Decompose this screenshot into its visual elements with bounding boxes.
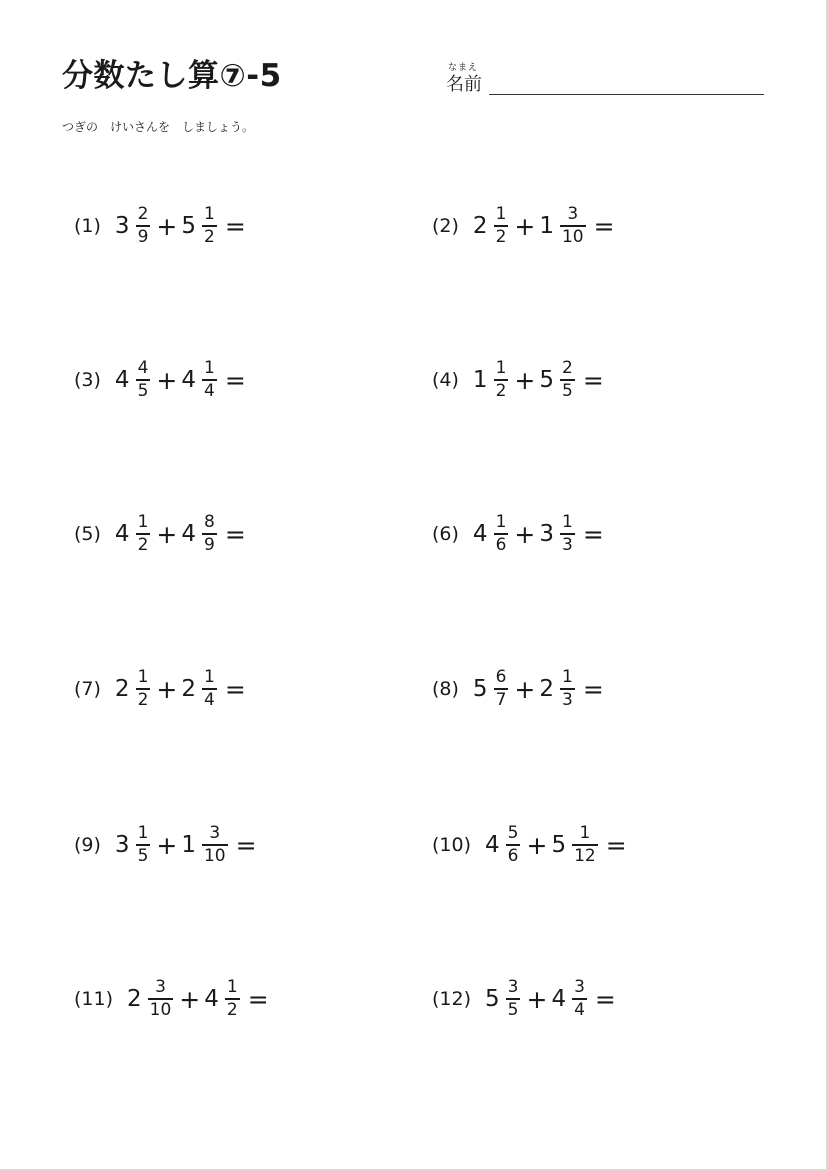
plus-sign: + <box>156 519 178 549</box>
whole-number: 1 <box>472 367 488 393</box>
fraction-numerator: 3 <box>574 977 585 998</box>
fraction-numerator: 2 <box>137 204 149 225</box>
fraction <box>572 825 598 865</box>
fraction-denominator: 3 <box>561 689 573 710</box>
whole-number: 2 <box>472 213 488 239</box>
fraction-denominator: 7 <box>495 689 507 710</box>
fraction <box>560 669 575 709</box>
fraction <box>202 669 217 709</box>
fraction-denominator: 2 <box>203 226 215 247</box>
fraction-denominator: 6 <box>507 845 519 866</box>
plus-sign: + <box>156 830 178 860</box>
whole-number: 3 <box>114 832 130 858</box>
problem-9 <box>74 815 257 875</box>
equals-sign: = <box>235 830 257 860</box>
equals-sign: = <box>594 984 616 1014</box>
fraction <box>572 979 587 1019</box>
fraction-numerator: 4 <box>137 358 149 379</box>
problem-number: (8) <box>432 678 459 700</box>
fraction-denominator: 5 <box>561 380 573 401</box>
whole-number: 5 <box>472 676 488 702</box>
fraction <box>225 979 240 1019</box>
name-label: 名前 <box>446 74 482 95</box>
fraction-denominator: 9 <box>137 226 149 247</box>
name-write-line[interactable] <box>489 94 764 95</box>
plus-sign: + <box>156 211 178 241</box>
problem-3 <box>74 350 246 410</box>
problem-7 <box>74 659 246 719</box>
whole-number: 5 <box>539 367 554 393</box>
fraction-denominator: 2 <box>137 534 149 555</box>
problem-6 <box>432 504 604 564</box>
fraction <box>506 825 521 865</box>
whole-number: 5 <box>551 832 567 858</box>
fraction-numerator: 2 <box>561 358 573 379</box>
problem-number: (12) <box>432 988 472 1010</box>
whole-number: 2 <box>127 986 142 1012</box>
fraction-denominator: 3 <box>561 534 573 555</box>
problem-1 <box>74 196 246 256</box>
fraction <box>506 979 521 1019</box>
fraction-denominator: 2 <box>226 999 238 1020</box>
fraction-numerator: 1 <box>203 204 215 225</box>
problem-number: (11) <box>74 988 114 1010</box>
problem-number: (4) <box>432 369 459 391</box>
fraction <box>494 514 509 554</box>
plus-sign: + <box>179 984 201 1014</box>
fraction-denominator: 2 <box>495 380 507 401</box>
fraction-numerator: 1 <box>495 204 507 225</box>
fraction <box>560 206 586 246</box>
whole-number: 4 <box>114 521 130 547</box>
fraction-denominator: 10 <box>561 226 584 247</box>
fraction-numerator: 1 <box>561 512 573 533</box>
fraction-numerator: 1 <box>137 667 149 688</box>
fraction-numerator: 1 <box>203 667 215 688</box>
equals-sign: = <box>593 211 615 241</box>
fraction <box>202 825 228 865</box>
fraction-denominator: 2 <box>137 689 149 710</box>
plus-sign: + <box>156 674 178 704</box>
instructions: つぎの けいさんを しましょう。 <box>62 120 255 134</box>
equals-sign: = <box>605 830 627 860</box>
problem-number: (2) <box>432 215 459 237</box>
plus-sign: + <box>514 674 536 704</box>
fraction <box>136 514 151 554</box>
whole-number: 5 <box>485 986 500 1012</box>
fraction-denominator: 9 <box>203 534 215 555</box>
whole-number: 2 <box>181 676 196 702</box>
fraction <box>136 669 151 709</box>
fraction <box>202 206 217 246</box>
fraction <box>494 206 509 246</box>
fraction-numerator: 1 <box>579 823 591 844</box>
equals-sign: = <box>224 674 246 704</box>
fraction-numerator: 1 <box>561 667 573 688</box>
fraction-denominator: 5 <box>137 845 149 866</box>
whole-number: 4 <box>551 986 567 1012</box>
fraction-denominator: 6 <box>495 534 507 555</box>
fraction <box>560 514 575 554</box>
fraction-denominator: 4 <box>203 689 215 710</box>
problem-5 <box>74 504 246 564</box>
fraction <box>202 360 217 400</box>
whole-number: 1 <box>539 213 554 239</box>
whole-number: 4 <box>114 367 130 393</box>
problem-number: (3) <box>74 369 101 391</box>
fraction-numerator: 1 <box>226 977 238 998</box>
problem-4 <box>432 350 604 410</box>
whole-number: 4 <box>181 367 196 393</box>
plus-sign: + <box>526 830 548 860</box>
fraction-numerator: 5 <box>507 823 519 844</box>
whole-number: 4 <box>181 521 196 547</box>
fraction-denominator: 10 <box>149 999 172 1020</box>
fraction-numerator: 1 <box>203 358 215 379</box>
problem-12 <box>432 969 616 1029</box>
fraction <box>494 360 509 400</box>
plus-sign: + <box>526 984 548 1014</box>
problem-2 <box>432 196 615 256</box>
whole-number: 4 <box>472 521 488 547</box>
fraction-numerator: 3 <box>155 977 166 998</box>
fraction <box>148 979 174 1019</box>
equals-sign: = <box>582 365 604 395</box>
equals-sign: = <box>247 984 269 1014</box>
whole-number: 3 <box>114 213 130 239</box>
whole-number: 1 <box>181 832 196 858</box>
fraction <box>202 514 217 554</box>
problem-number: (7) <box>74 678 101 700</box>
fraction-numerator: 3 <box>209 823 221 844</box>
problem-8 <box>432 659 604 719</box>
fraction-denominator: 10 <box>203 845 226 866</box>
whole-number: 4 <box>485 832 500 858</box>
whole-number: 3 <box>539 521 554 547</box>
fraction <box>136 206 151 246</box>
equals-sign: = <box>224 365 246 395</box>
problem-number: (1) <box>74 215 101 237</box>
name-ruby: なまえ <box>448 63 479 73</box>
equals-sign: = <box>582 519 604 549</box>
whole-number: 2 <box>539 676 554 702</box>
fraction <box>494 669 509 709</box>
whole-number: 4 <box>204 986 219 1012</box>
fraction-denominator: 4 <box>203 380 215 401</box>
plus-sign: + <box>514 211 536 241</box>
fraction-numerator: 3 <box>567 204 579 225</box>
fraction-denominator: 2 <box>495 226 507 247</box>
fraction-denominator: 12 <box>574 845 596 866</box>
fraction-denominator: 5 <box>507 999 519 1020</box>
plus-sign: + <box>514 365 536 395</box>
fraction <box>560 360 575 400</box>
plus-sign: + <box>156 365 178 395</box>
fraction-denominator: 4 <box>574 999 585 1020</box>
fraction <box>136 825 151 865</box>
problem-number: (6) <box>432 523 459 545</box>
fraction-denominator: 5 <box>137 380 149 401</box>
equals-sign: = <box>582 674 604 704</box>
whole-number: 5 <box>181 213 196 239</box>
equals-sign: = <box>224 211 246 241</box>
worksheet-title: 分数たし算⑦-5 <box>62 58 282 94</box>
fraction-numerator: 1 <box>137 512 149 533</box>
fraction-numerator: 1 <box>495 358 507 379</box>
fraction-numerator: 1 <box>495 512 507 533</box>
whole-number: 2 <box>114 676 130 702</box>
problem-number: (10) <box>432 834 472 856</box>
fraction <box>136 360 151 400</box>
plus-sign: + <box>514 519 536 549</box>
equals-sign: = <box>224 519 246 549</box>
problem-number: (9) <box>74 834 101 856</box>
fraction-numerator: 1 <box>137 823 149 844</box>
problem-number: (5) <box>74 523 101 545</box>
problem-11 <box>74 969 269 1029</box>
fraction-numerator: 3 <box>507 977 519 998</box>
fraction-numerator: 8 <box>203 512 215 533</box>
problem-10 <box>432 815 627 875</box>
fraction-numerator: 6 <box>495 667 507 688</box>
